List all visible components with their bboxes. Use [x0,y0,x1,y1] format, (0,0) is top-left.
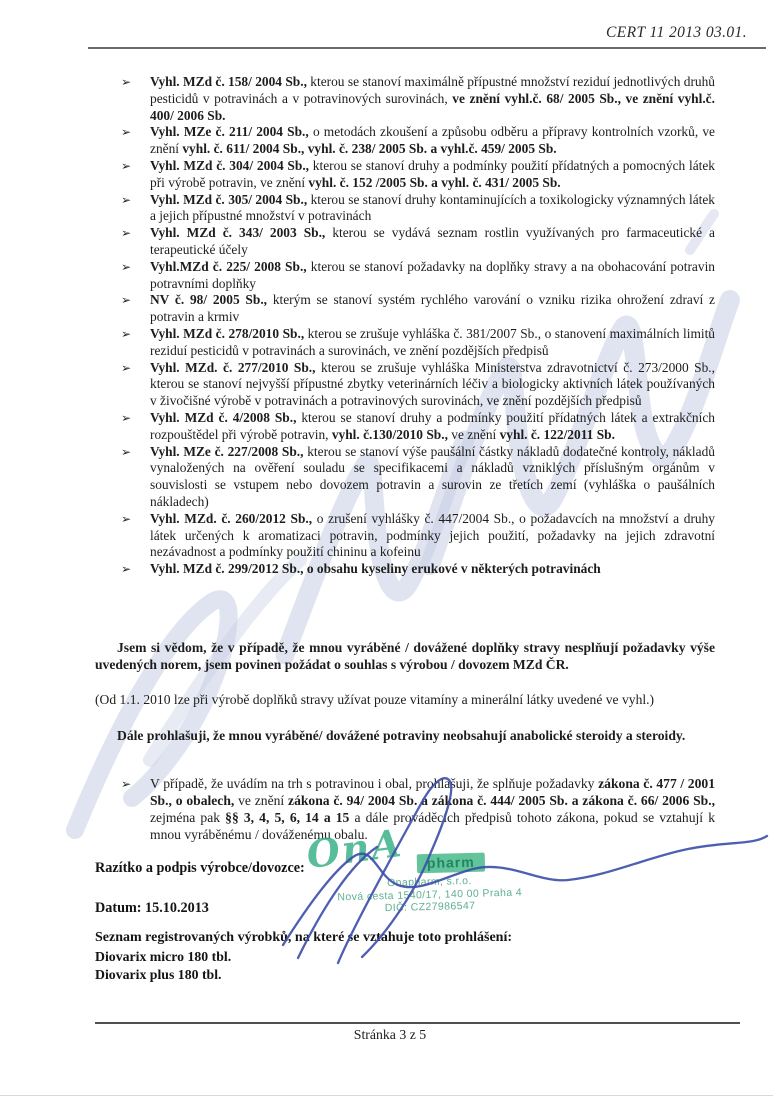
header-rule [88,47,766,49]
arrow-bullet-icon: ➢ [121,360,132,375]
regulation-item [95,259,715,293]
regulation-item [95,158,715,192]
regulation-text: Vyhl. MZd č. 278/2010 Sb., kterou se zrušuje vyhláška č. 381/2007 Sb., o stanovení maximálních limitů reziduí pesticidů v potravinách a surovinách, ve znění pozdějších předpisů [150,325,716,358]
arrow-bullet-icon: ➢ [121,777,132,791]
product-item: Diovarix micro 180 tbl. [95,949,232,964]
arrow-bullet-icon: ➢ [121,511,132,526]
regulation-item [95,326,715,360]
declaration-supplements: Jsem si vědom, že v případě, že mnou vyráběné / dovážené doplňky stravy nesplňují požadavky výše uvedených norem, jsem povinen požádat o souhlas s výrobou / dovozem MZd ČR. [95,640,715,672]
regulation-text: Vyhl. MZd č. 158/ 2004 Sb., kterou se stanoví maximálně přípustné množství reziduí jednotlivých druhů pesticidů v potravinách a v potravinových surovinách, ve znění vyhl.č. 68/ 2005 Sb., ve znění vyhl.č. 400/ 2006 Sb. [150,74,715,123]
page-number: Stránka 3 z 5 [353,1027,427,1042]
arrow-bullet-icon: ➢ [121,75,132,89]
regulation-text: Vyhl. MZd č. 305/ 2004 Sb., kterou se stanoví druhy kontaminujících a toxikologicky významných látek a jejich přípustné množství v potravinách [150,191,715,224]
declaration-steroids: Dále prohlašuji, že mnou vyráběné/ dovážené potraviny neobsahují anabolické steroidy a steroidy. [117,728,686,743]
product-item: Diovarix plus 180 tbl. [95,967,222,982]
footer-rule [95,1022,740,1024]
regulation-text: Vyhl.MZd č. 225/ 2008 Sb., kterou se stanoví požadavky na doplňky stravy a na obohacování potravin potravními doplňky [150,258,715,291]
declaration-note: (Od 1.1. 2010 lze při výrobě doplňků stravy užívat pouze vitamíny a minerální látky uvedené ve vyhl.) [95,692,655,707]
regulation-item [95,444,715,511]
stamp-logo-script: OnA [303,819,406,878]
arrow-bullet-icon: ➢ [121,125,132,140]
regulation-text: Vyhl. MZd. č. 260/2012 Sb., o zrušení vyhlášky č. 447/2004 Sb., o požadavcích na množství a druhy látek určených k aromatizaci potravin, podmínky jejich použití, požadavky na jejich zdravotní nezávadnost a podmínky použití chininu a kofeinu [150,510,715,560]
regulation-list [95,74,715,578]
regulation-text: Vyhl. MZe č. 211/ 2004 Sb., o metodách zkoušení a způsobu odběru a přípravy kontrolních vzorků, ve znění vyhl. č. 611/ 2004 Sb., vyhl. č. 238/ 2005 Sb. a vyhl.č. 459/ 2005 Sb. [150,124,715,157]
arrow-bullet-icon: ➢ [121,226,132,241]
regulation-item [95,360,715,410]
arrow-bullet-icon: ➢ [121,259,132,274]
arrow-bullet-icon: ➢ [121,326,132,341]
regulation-item [95,511,715,561]
arrow-bullet-icon: ➢ [121,444,132,459]
stamp-signature-label: Razítko a podpis výrobce/dovozce: [95,860,305,876]
regulation-text: Vyhl. MZd č. 304/ 2004 Sb., kterou se stanoví druhy a podmínky použití přídatných a pomocných látek při výrobě potravin, ve znění vyhl. č. 152 /2005 Sb. a vyhl. č. 431/ 2005 Sb. [150,157,716,190]
arrow-bullet-icon: ➢ [121,410,132,425]
scan-edge [0,1095,773,1096]
stamp-company-name: Onapharm, s.r.o. [386,874,472,890]
declaration-packaging-text: V případě, že uvádím na trh s potravinou i obal, prohlašuji, že splňuje požadavky zákona č. 477 / 2001 Sb., o obalech, ve znění zákona č. 94/ 2004 Sb. a zákona č. 444/ 2005 Sb. a zákona č. 66/ 2006 Sb., zejména pak §§ 3, 4, 5, 6, 14 a 15 a dále prováděcích předpisů tohoto zákona, pokud se vztahují k mnou vyráběnému / dováženému obalu. [150,776,716,842]
products-heading: Seznam registrovaných výrobků, na které se vztahuje toto prohlášení: [95,930,513,945]
stamp-tax-id: DIČ: CZ27986547 [384,899,476,915]
regulation-item [95,225,715,259]
stamp-address: Nová cesta 1540/17, 140 00 Praha 4 [337,886,523,903]
regulation-text: Vyhl. MZe č. 227/2008 Sb., kterou se stanoví výše paušální částky nákladů dodatečné kontroly, nákladů vynaložených na ověření souladu se specifikacemi a nákladů vzniklých příslušným orgánům v souvislosti se vstupem nebo dovozem potravin a surovin ze třetích zemí (vyhláška o paušálních nákladech) [150,443,715,509]
regulation-text: Vyhl. MZd. č. 277/2010 Sb., kterou se zrušuje vyhláška Ministerstva zdravotnictví č. 273/2000 Sb., kterou se stanoví nejvyšší přípustné zbytky veterinárních léčiv a biologicky aktivních látek používaných v živočišné výrobě v potravinách a potravinových surovinách, ve znění pozdějších předpisů [150,359,716,409]
arrow-bullet-icon: ➢ [121,293,132,308]
regulation-item [95,410,715,444]
date-label: Datum: 15.10.2013 [95,900,209,916]
arrow-bullet-icon: ➢ [121,562,132,577]
arrow-bullet-icon: ➢ [121,192,132,207]
regulation-text: Vyhl. MZd č. 343/ 2003 Sb., kterou se vydává seznam rostlin využívaných pro farmaceutické a terapeutické účely [150,225,716,257]
stamp-logo-box: pharm [417,853,485,874]
header-doc-code: CERT 11 2013 03.01. [606,24,747,41]
signature [235,755,773,980]
arrow-bullet-icon: ➢ [121,158,132,173]
regulation-item [95,561,715,578]
regulation-item [95,124,715,158]
regulation-item [95,74,715,124]
regulation-text: Vyhl. MZd č. 4/2008 Sb., kterou se stanoví druhy a podmínky použití přídatných látek a extrakčních rozpouštědel při výrobě potravin, vyhl. č.130/2010 Sb., ve znění vyhl. č. 122/2011 Sb. [150,409,715,442]
regulation-item [95,192,715,226]
regulation-item [95,292,715,326]
regulation-text: NV č. 98/ 2005 Sb., kterým se stanoví systém rychlého varování o vzniku rizika ohrožení zdraví z potravin a krmiv [150,292,716,325]
regulation-text: Vyhl. MZd č. 299/2012 Sb., o obsahu kyseliny erukové v některých potravinách [150,561,601,577]
